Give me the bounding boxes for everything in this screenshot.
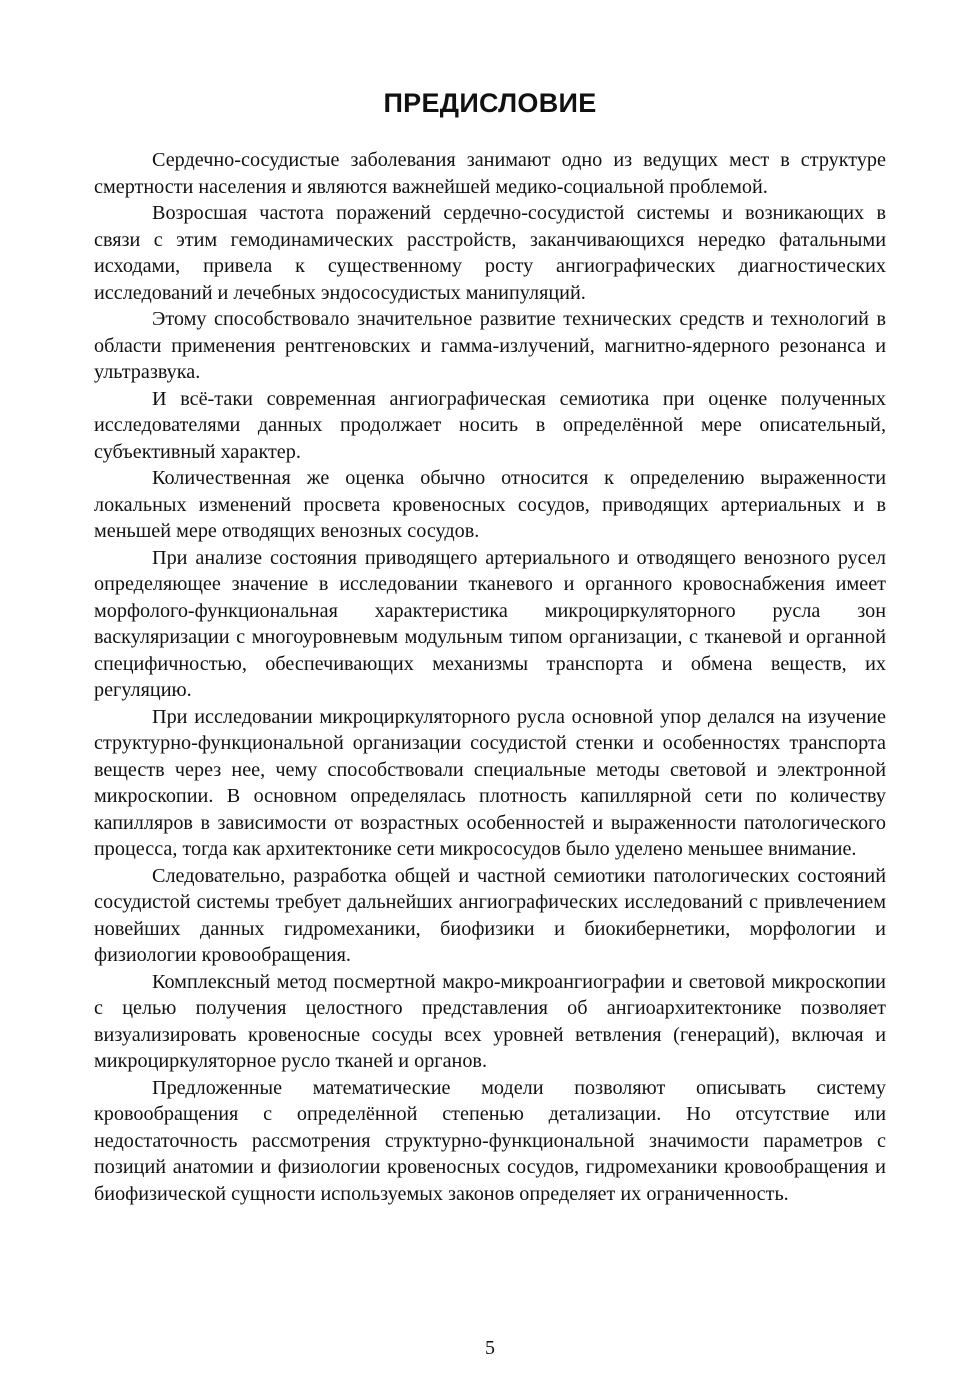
paragraph: И всё-таки современная ангиографическая семиотика при оценке полученных исследователями данных продолжает носить в определённой мере описательный, субъективный характер. bbox=[94, 387, 886, 463]
body-text bbox=[94, 147, 886, 1207]
page-title: ПРЕДИСЛОВИЕ bbox=[383, 88, 597, 118]
paragraph: Этому способствовало значительное развитие технических средств и технологий в области применения рентгеновских и гамма-излучений, магнитно-ядерного резонанса и ультразвука. bbox=[94, 308, 886, 383]
paragraph: Количественная же оценка обычно относится к определению выраженности локальных изменений просвета кровеносных сосудов, приводящих артериальных и в меньшей мере отводящих венозных сосудов. bbox=[94, 467, 886, 542]
paragraph: Возросшая частота поражений сердечно-сосудистой системы и возникающих в связи с этим гемодинамических расстройств, заканчивающихся нередко фатальными исходами, привела к существенному росту ангиографических диагностических исследований и лечебных эндососудистых манипуляций. bbox=[94, 202, 886, 304]
paragraph: Комплексный метод посмертной макро-микроангиографии и световой микроскопии с целью получения целостного представления об ангиоархитектонике позволяет визуализировать кровеносные сосуды всех уровней ветвления (генераций), включая и микроциркуляторное русло тканей и органов. bbox=[94, 970, 886, 1072]
paragraph: Сердечно-сосудистые заболевания занимают одно из ведущих мест в структуре смертности населения и являются важнейшей медико-социальной проблемой. bbox=[94, 149, 886, 198]
paragraph: Предложенные математические модели позволяют описывать систему кровообращения с определённой степенью детализации. Но отсутствие или недостаточность рассмотрения структурно-функциональной значимости параметров с позиций анатомии и физиологии кровеносных сосудов, гидромеханики кровообращения и биофизической сущности используемых законов определяет их ограниченность. bbox=[94, 1076, 886, 1205]
paragraph: При исследовании микроциркуляторного русла основной упор делался на изучение структурно-функциональной организации сосудистой стенки и особенностях транспорта веществ через нее, чему способствовали специальные методы световой и электронной микроскопии. В основном определялась плотность капиллярной сети по количеству капилляров в зависимости от возрастных особенностей и выраженности патологического процесса, тогда как архитектонике сети микрососудов было уделено меньшее внимание. bbox=[94, 705, 886, 860]
paragraph: Следовательно, разработка общей и частной семиотики патологических состояний сосудистой системы требует дальнейших ангиографических исследований с привлечением новейших данных гидромеханики, биофизики и биокибернетики, морфологии и физиологии кровообращения. bbox=[94, 864, 886, 966]
paragraph: При анализе состояния приводящего артериального и отводящего венозного русел определяющее значение в исследовании тканевого и органного кровоснабжения имеет морфолого-функциональная характеристика микроциркуляторного русла зон васкуляризации с многоуровневым модульным типом организации, с тканевой и органной специфичностью, обеспечивающих механизмы транспорта и обмена веществ, их регуляцию. bbox=[94, 546, 886, 701]
page-number: 5 bbox=[485, 1337, 495, 1359]
